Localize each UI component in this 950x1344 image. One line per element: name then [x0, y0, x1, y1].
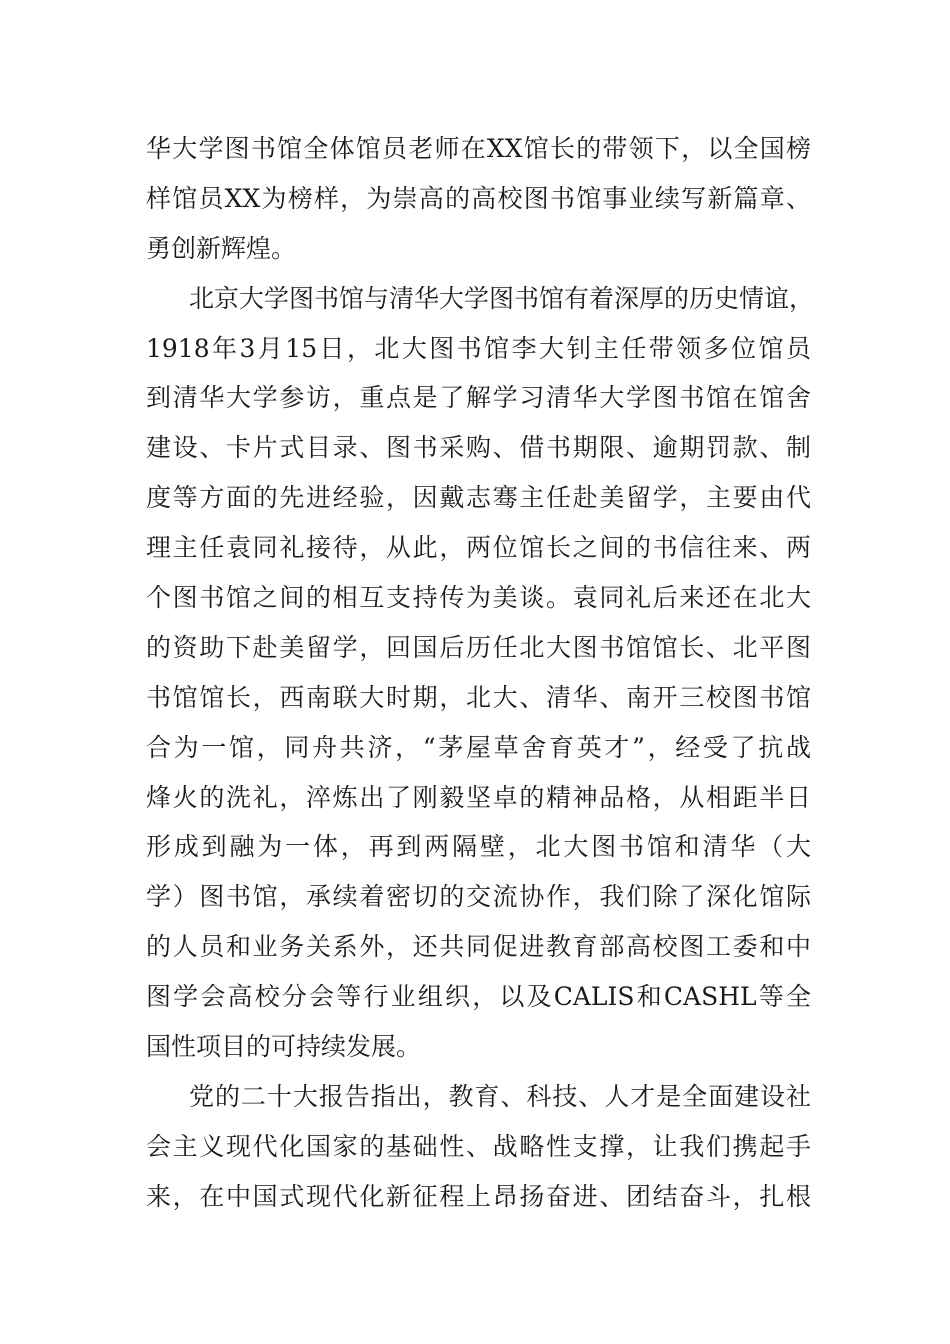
- text-line: 书馆馆长，西南联大时期，北大、清华、南开三校图书馆: [146, 682, 811, 712]
- text-line: 度等方面的先进经验，因戴志骞主任赴美留学，主要由代: [146, 483, 811, 513]
- paragraph: [146, 274, 815, 1072]
- text-line: 国性项目的可持续发展。: [146, 1032, 422, 1062]
- text-line: 形成到融为一体，再到两隔壁，北大图书馆和清华（大: [146, 832, 811, 862]
- text-line: 的人员和业务关系外，还共同促进教育部高校图工委和中: [146, 932, 811, 962]
- text-line: 理主任袁同礼接待，从此，两位馆长之间的书信往来、两: [146, 533, 811, 563]
- text-line: 1918年3月15日，北大图书馆李大钊主任带领多位馆员: [146, 333, 811, 363]
- text-line: 党的二十大报告指出，教育、科技、人才是全面建设社: [189, 1081, 811, 1111]
- text-line: 华大学图书馆全体馆员老师在XX馆长的带领下，以全国榜: [146, 134, 811, 163]
- text-line: 合为一馆，同舟共济，“茅屋草舍育英才”，经受了抗战: [146, 732, 811, 762]
- paragraph: [146, 1072, 811, 1222]
- document-body: [146, 124, 815, 1222]
- text-line: 来，在中国式现代化新征程上昂扬奋进、团结奋斗，扎根: [146, 1181, 811, 1211]
- text-line: 北京大学图书馆与清华大学图书馆有着深厚的历史情谊，: [189, 283, 815, 313]
- text-line: 烽火的洗礼，淬炼出了刚毅坚卓的精神品格，从相距半日: [146, 782, 811, 812]
- paragraph: [146, 124, 811, 274]
- text-line: 建设、卡片式目录、图书采购、借书期限、逾期罚款、制: [146, 433, 811, 463]
- text-line: 样馆员XX为榜样，为崇高的高校图书馆事业续写新篇章、: [146, 183, 811, 213]
- text-line: 的资助下赴美留学，回国后历任北大图书馆馆长、北平图: [146, 632, 811, 662]
- text-line: 学）图书馆，承续着密切的交流协作，我们除了深化馆际: [146, 882, 811, 912]
- text-line: 个图书馆之间的相互支持传为美谈。袁同礼后来还在北大: [146, 583, 811, 613]
- text-line: 会主义现代化国家的基础性、战略性支撑，让我们携起手: [146, 1131, 811, 1161]
- text-line: 勇创新辉煌。: [146, 233, 297, 263]
- text-line: 图学会高校分会等行业组织，以及CALIS和CASHL等全: [146, 982, 811, 1012]
- text-line: 到清华大学参访，重点是了解学习清华大学图书馆在馆舍: [146, 383, 811, 413]
